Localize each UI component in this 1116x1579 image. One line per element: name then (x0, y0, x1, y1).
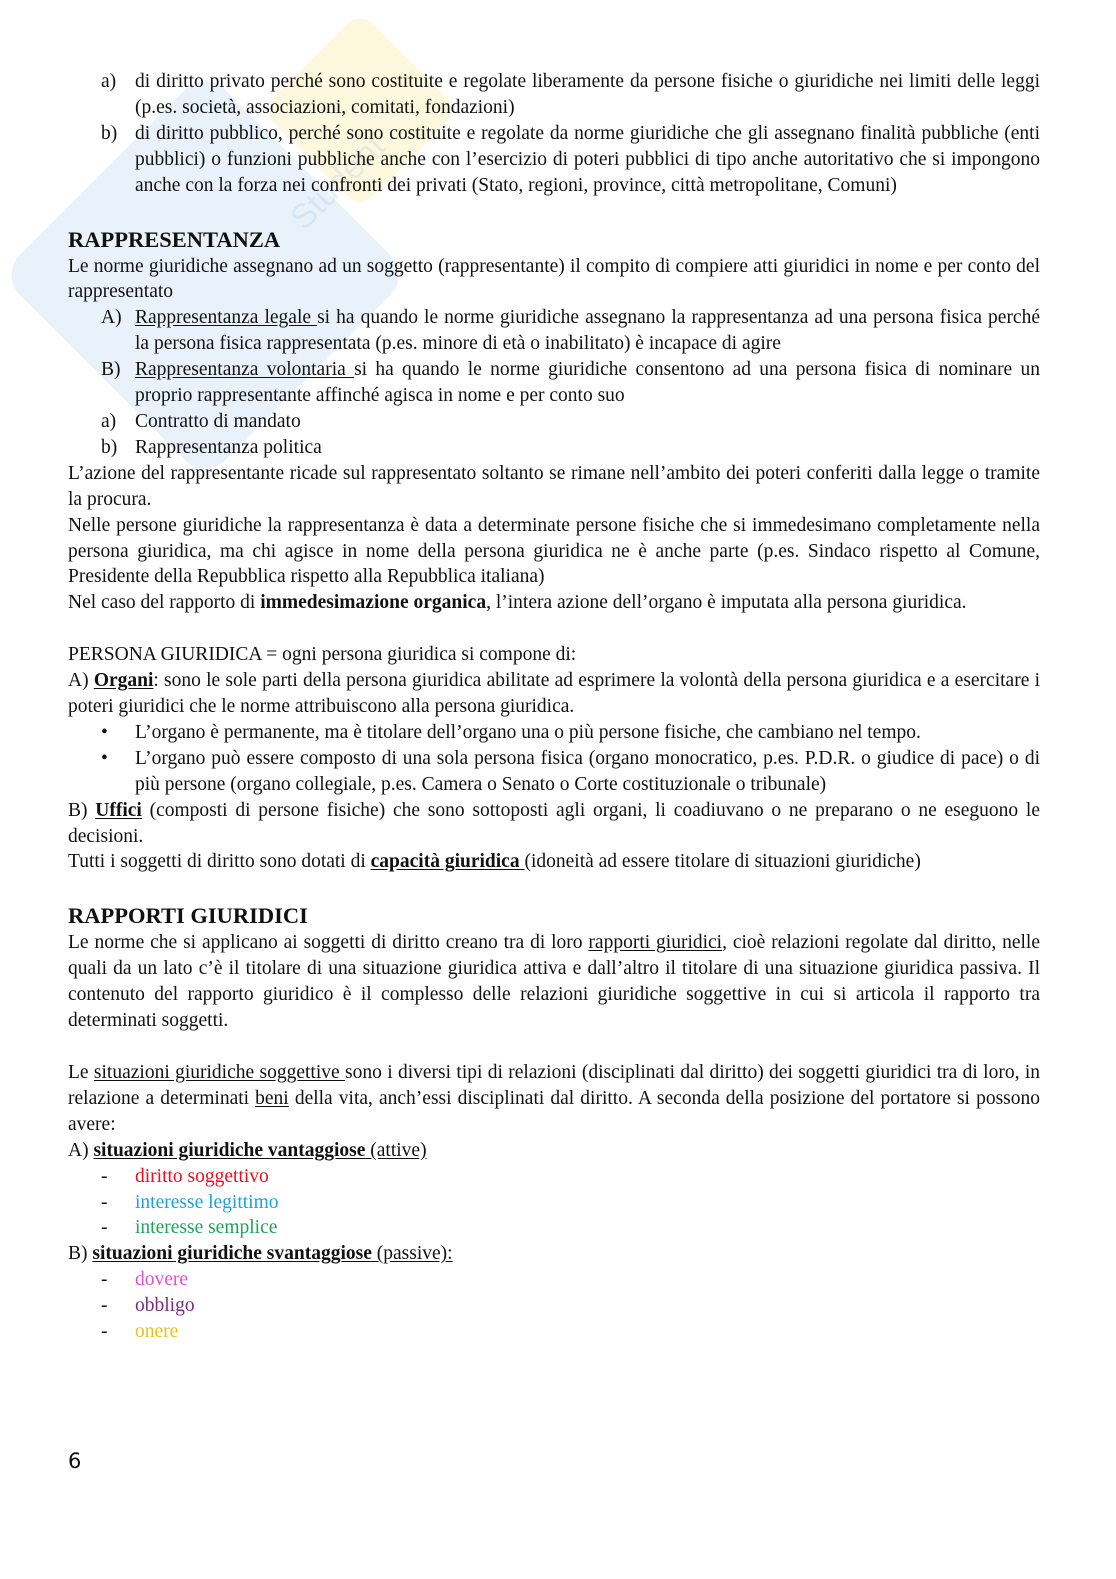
paragraph: Tutti i soggetti di diritto sono dotati di capacità giuridica (idoneità ad essere titolare di situazioni giuridiche) (68, 851, 921, 873)
list-text: Rappresentanza politica (135, 436, 322, 458)
paragraph: Le norme giuridiche assegnano ad un soggetto (rappresentante) il compito di compiere atti giuridici in nome e per conto del rappresentato (68, 255, 1040, 303)
paragraph: Nelle persone giuridiche la rappresentanza è data a determinate persone fisiche che si immedesimano completamente nella persona giuridica, ma chi agisce in nome della persona giuridica ne è anche parte (p.es. Sindaco rispetto al Comune, Presidente della Repubblica rispetto alla Repubblica italiana) (68, 514, 1040, 588)
spacer (68, 616, 1040, 642)
spacer (68, 199, 1040, 225)
term-bold-underlined: situazioni giuridiche vantaggiose (93, 1139, 366, 1161)
term-underlined: Rappresentanza volontaria (135, 359, 355, 381)
section-intro-persona-giuridica: PERSONA GIURIDICA = ogni persona giuridica si compone di: (68, 644, 577, 666)
list-text: Contratto di mandato (135, 410, 301, 432)
list-marker: A) (101, 307, 122, 329)
dash-icon: - (101, 1217, 108, 1239)
list-item (68, 409, 1040, 435)
paragraph: B) Uffici (composti di persone fisiche) che sono sottoposti agli organi, li coadiuvano o ne preparano o ne eseguono le decisioni. (68, 799, 1040, 847)
item-diritto-soggettivo: diritto soggettivo (135, 1165, 269, 1187)
list-text: Rappresentanza legale si ha quando le norme giuridiche assegnano la rappresentanza ad una persona fisica perché la persona fisica rappresentata (p.es. minore di età o inabilitato) è incapace di agire (135, 307, 1040, 355)
list-item (68, 69, 1040, 121)
list-text: di diritto pubblico, perché sono costituite e regolate da norme giuridiche che gli assegnano finalità pubbliche (enti pubblici) o funzioni pubbliche anche con l’esercizio di poteri pubblici di tipo anche autoritativo che si impongono anche con la forza nei confronti dei privati (Stato, regioni, province, città metropolitane, Comuni) (135, 122, 1040, 196)
term-underlined: Rappresentanza legale (135, 307, 318, 329)
item-interesse-semplice: interesse semplice (135, 1217, 278, 1239)
term-underlined: situazioni giuridiche soggettive (93, 1062, 346, 1083)
term-bold-underlined: Organi (93, 670, 154, 692)
bullet-icon: • (101, 747, 108, 769)
page-content (68, 69, 1040, 1345)
list-marker: b) (101, 122, 118, 144)
dash-item (68, 1267, 1040, 1293)
term-bold-underlined: capacità giuridica (370, 851, 525, 873)
dash-icon: - (101, 1321, 108, 1343)
paragraph: A) Organi: sono le sole parti della persona giuridica abilitate ad esprimere la volontà della persona giuridica e a esercitare i poteri giuridici che le norme attribuiscono alla persona giuridica. (68, 670, 1040, 718)
bullet-item (68, 746, 1040, 798)
term-bold-underlined: situazioni giuridiche svantaggiose (92, 1243, 372, 1265)
list-text: Rappresentanza volontaria si ha quando le norme giuridiche consentono ad una persona fisica di nominare un proprio rappresentante affinché agisca in nome e per conto suo (135, 359, 1040, 407)
bullet-icon: • (101, 721, 108, 743)
spacer (68, 875, 1040, 901)
dash-icon: - (101, 1165, 108, 1187)
list-item (68, 305, 1040, 357)
item-dovere: dovere (135, 1269, 189, 1291)
list-item (68, 435, 1040, 461)
term-bold-underlined: Uffici (95, 799, 142, 821)
dash-item (68, 1319, 1040, 1345)
dash-item (68, 1164, 1040, 1190)
term-underlined: beni (255, 1087, 289, 1109)
list-item (68, 121, 1040, 199)
paragraph: Le situazioni giuridiche soggettive sono i diversi tipi di relazioni (disciplinati dal diritto) dei soggetti giuridici tra di loro, in relazione a determinati beni della vita, anch’essi disciplinati dal diritto. A seconda della posizione del portatore si possono avere: (68, 1062, 1040, 1135)
list-marker: a) (101, 71, 117, 92)
subheading-svantaggiose: B) situazioni giuridiche svantaggiose (passive): (68, 1243, 453, 1265)
dash-item (68, 1215, 1040, 1241)
bullet-item (68, 720, 1040, 746)
item-obbligo: obbligo (135, 1295, 195, 1317)
watermark-text: Student (283, 127, 393, 238)
dash-icon: - (101, 1295, 108, 1317)
section-heading-rappresentanza: RAPPRESENTANZA (68, 226, 281, 252)
page-number: 6 (68, 1449, 82, 1473)
spacer (68, 1034, 1040, 1060)
list-text: L’organo può essere composto di una sola persona fisica (organo monocratico, p.es. P.D.R. o giudice di pace) o di più persone (organo collegiale, p.es. Camera o Senato o Corte costituzionale o tribunale) (135, 747, 1040, 795)
list-text: L’organo è permanente, ma è titolare dell’organo una o più persone fisiche, che cambiano nel tempo. (135, 721, 921, 743)
paragraph: Nel caso del rapporto di immedesimazione organica, l’intera azione dell’organo è imputata alla persona giuridica. (68, 592, 967, 614)
list-text: di diritto privato perché sono costituite e regolate liberamente da persone fisiche o giuridiche nei limiti delle leggi (p.es. società, associazioni, comitati, fondazioni) (135, 71, 1040, 118)
list-marker: b) (101, 436, 118, 458)
list-marker: B) (101, 359, 121, 381)
dash-icon: - (101, 1269, 108, 1291)
list-item (68, 357, 1040, 409)
item-onere: onere (135, 1321, 179, 1343)
section-heading-rapporti-giuridici: RAPPORTI GIURIDICI (68, 903, 308, 929)
paragraph: Le norme che si applicano ai soggetti di diritto creano tra di loro rapporti giuridici, cioè relazioni regolate dal diritto, nelle quali da un lato c’è il titolare di una situazione giuridica attiva e dall’altro il titolare di una situazione giuridica passiva. Il contenuto del rapporto giuridico è il complesso delle relazioni giuridiche soggettive in cui si articola il rapporto tra determinati soggetti. (68, 932, 1040, 1032)
dash-item (68, 1190, 1040, 1216)
paragraph: L’azione del rappresentante ricade sul rappresentato soltanto se rimane nell’ambito dei poteri conferiti dalla legge o tramite la procura. (68, 462, 1040, 510)
term-underlined: rapporti giuridici (588, 932, 723, 954)
dash-icon: - (101, 1191, 108, 1213)
dash-item (68, 1293, 1040, 1319)
subheading-vantaggiose: A) situazioni giuridiche vantaggiose (attive) (68, 1139, 427, 1161)
item-interesse-legittimo: interesse legittimo (135, 1191, 279, 1213)
term-bold: immedesimazione organica (260, 592, 487, 614)
list-marker: a) (101, 410, 117, 432)
